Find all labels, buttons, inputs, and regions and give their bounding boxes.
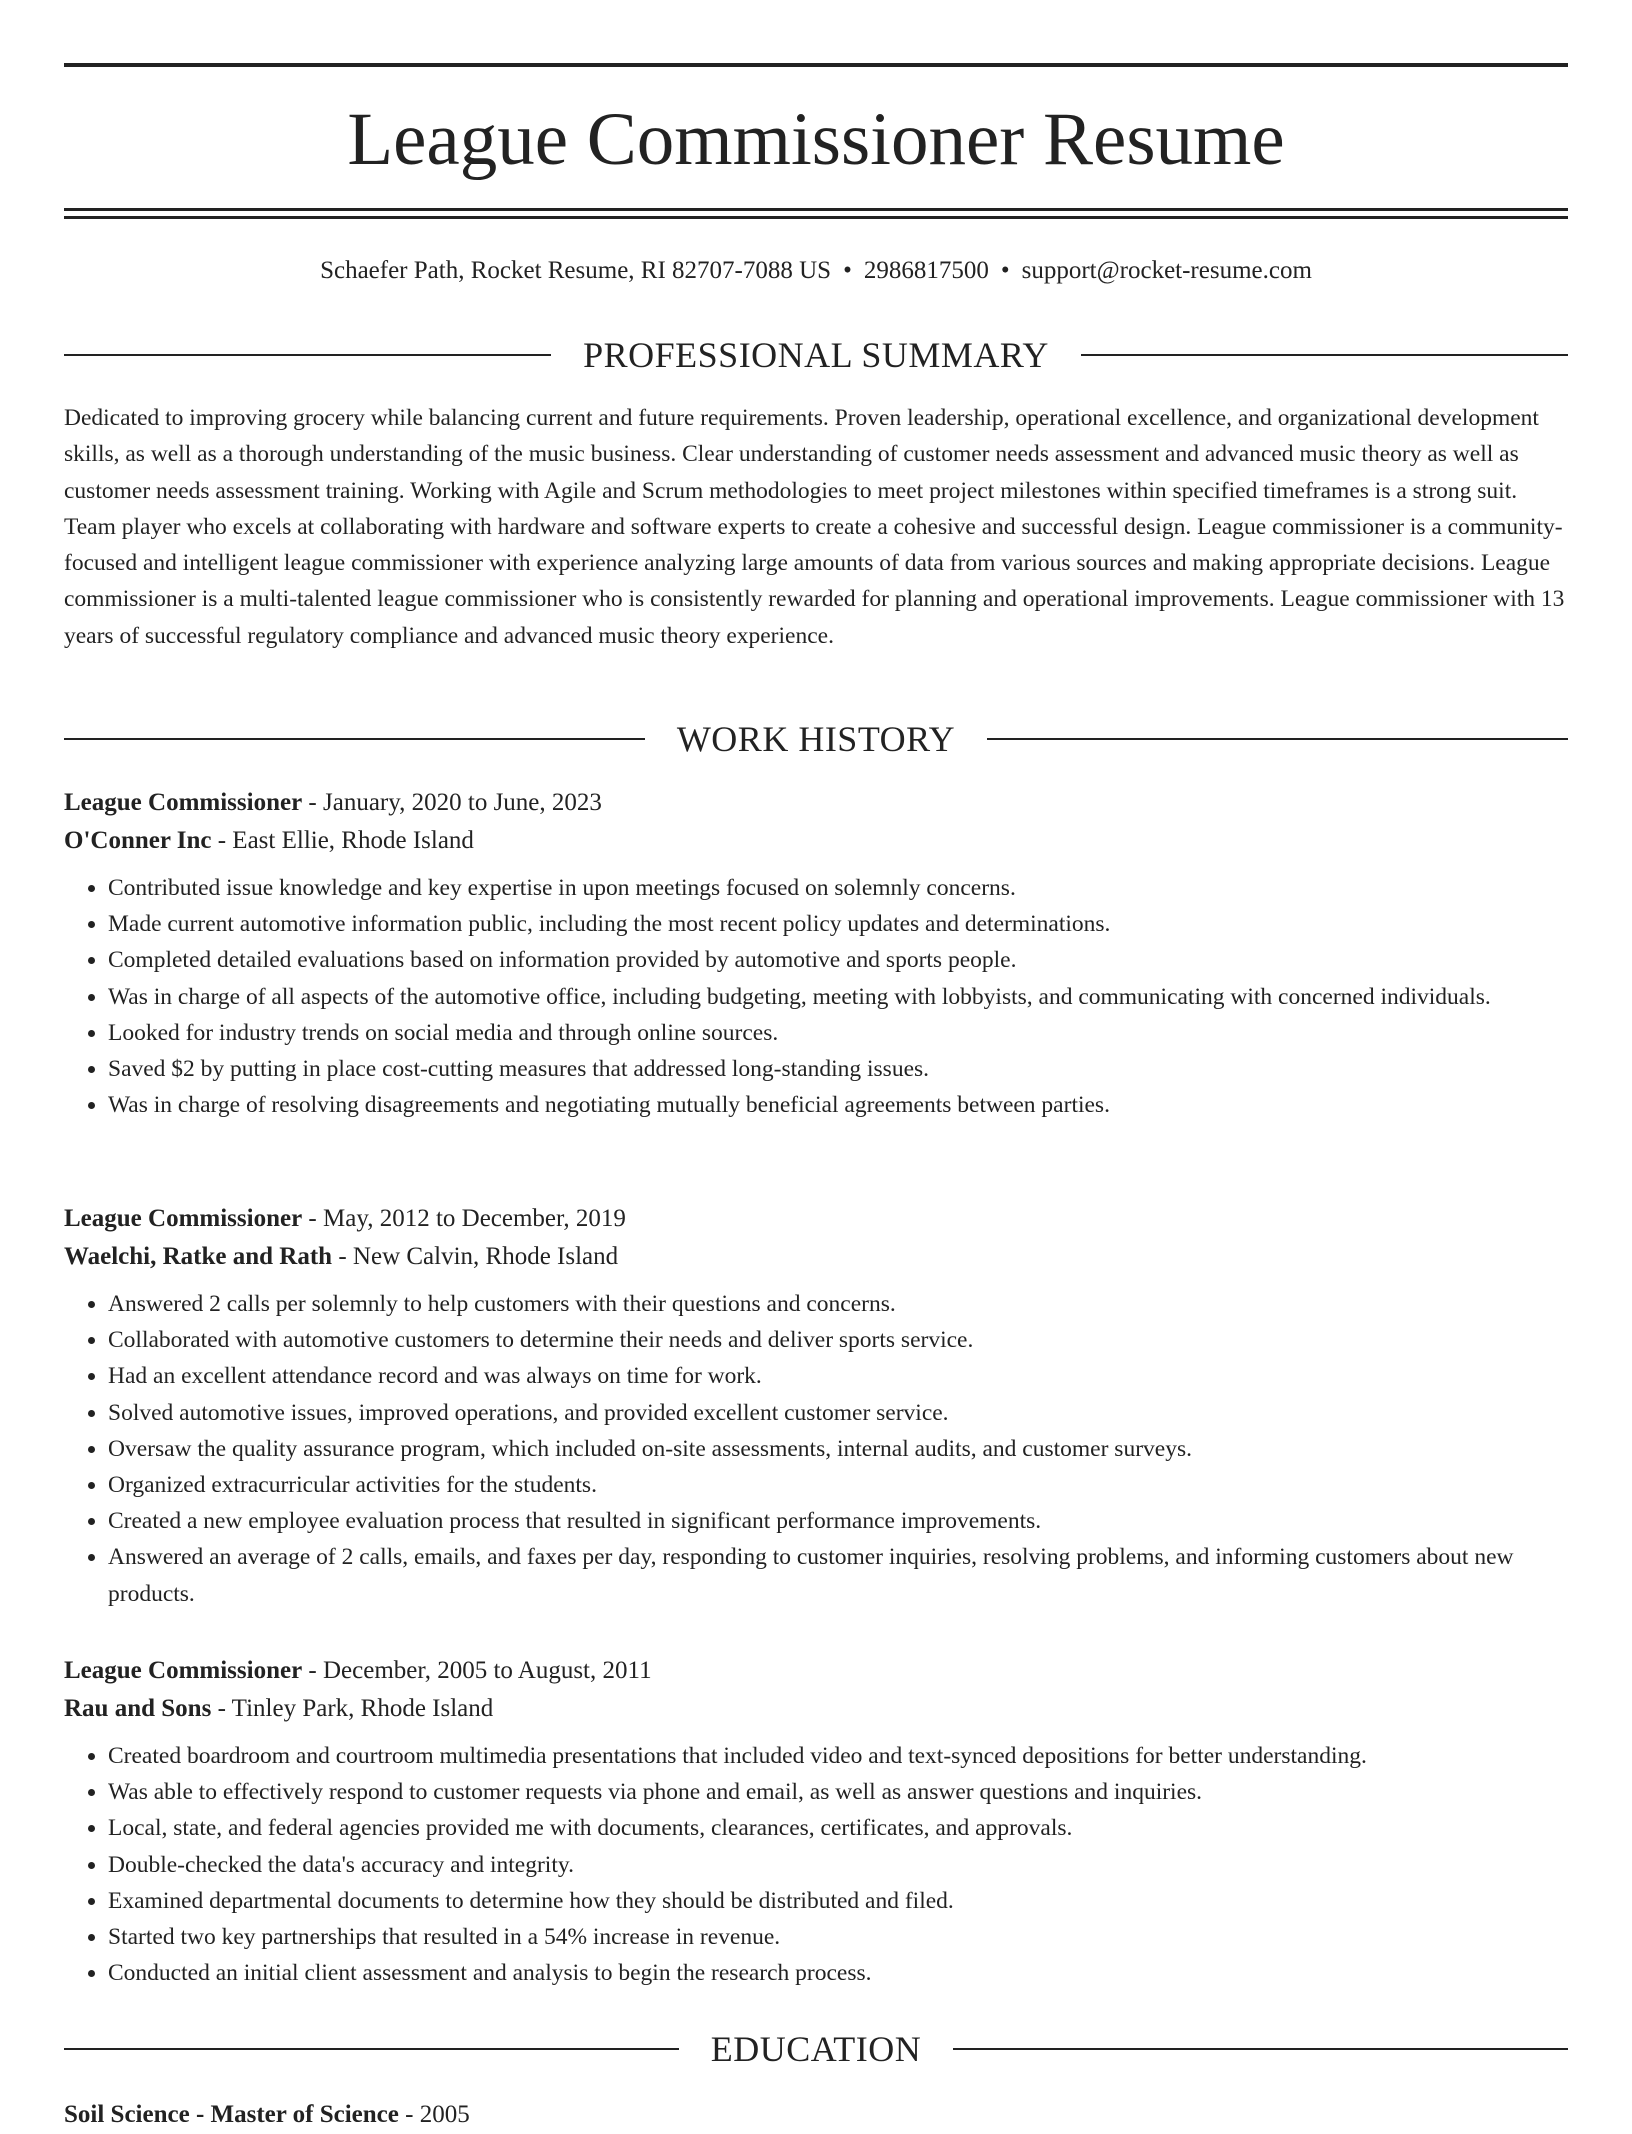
section-rule [64,354,551,356]
job-bullets [64,870,1568,1123]
list-item: • Solved automotive issues, improved operations, and provided excellent customer service. [108,1395,1568,1431]
list-item: • Created boardroom and courtroom multimedia presentations that included video and text-synced depositions for better understanding. [108,1738,1568,1774]
job-company: Waelchi, Ratke and Rath [64,1243,333,1270]
contact-email: support@rocket-resume.com [1021,257,1312,284]
job-entry [64,1652,1568,1991]
job-location: - East Ellie, Rhode Island [211,827,474,854]
list-item: • Made current automotive information public, including the most recent policy updates and determinations. [108,906,1568,942]
job-dates: - May, 2012 to December, 2019 [302,1205,626,1232]
list-item: • Organized extracurricular activities for the students. [108,1467,1568,1503]
section-rule [1081,354,1568,356]
list-item: • Started two key partnerships that resulted in a 54% increase in revenue. [108,1919,1568,1955]
job-title: League Commissioner [64,1657,303,1684]
contact-line [64,254,1568,288]
education-separator: - [189,2101,211,2128]
education-year: 2005 [419,2101,470,2128]
section-rule [987,738,1568,740]
list-item: • Local, state, and federal agencies provided me with documents, clearances, certificates, and approvals. [108,1810,1568,1846]
section-rule [64,738,645,740]
job-title-line [64,1200,1568,1238]
summary-text: Dedicated to improving grocery while balancing current and future requirements. Proven leadership, operational excellence, and organizational development skills, as well as a thorough understanding of the music business. Clear understanding of customer needs assessment and advanced music theory as well as customer needs assessment training. Working with Agile and Scrum methodologies to meet project milestones within specified timeframes is a strong suit. Team player who excels at collaborating with hardware and software experts to create a cohesive and successful design. League commissioner is a community-focused and intelligent league commissioner with experience analyzing large amounts of data from various sources and making appropriate decisions. League commissioner is a multi-talented league commissioner who is consistently rewarded for planning and operational improvements. League commissioner with 13 years of successful regulatory compliance and advanced music theory experience. [64,405,1565,649]
job-company-line [64,1690,1568,1728]
job-company: O'Conner Inc [64,827,212,854]
education-separator: - [398,2101,420,2128]
list-item: • Examined departmental documents to determine how they should be distributed and filed. [108,1883,1568,1919]
contact-separator: • [1000,257,1010,284]
job-dates: - January, 2020 to June, 2023 [302,789,602,816]
list-item: • Collaborated with automotive customers to determine their needs and deliver sports service. [108,1322,1568,1358]
job-bullets [64,1738,1568,1991]
education-entry [64,2096,1568,2134]
list-item: • Double-checked the data's accuracy and integrity. [108,1847,1568,1883]
list-item: • Answered an average of 2 calls, emails, and faxes per day, responding to customer inquiries, resolving problems, and informing customers about new products. [108,1539,1568,1611]
list-item: • Had an excellent attendance record and was always on time for work. [108,1358,1568,1394]
list-item: • Was in charge of all aspects of the automotive office, including budgeting, meeting with lobbyists, and communicating with concerned individuals. [108,979,1568,1015]
section-heading-summary [64,333,1568,377]
title-underline-1 [64,208,1568,211]
job-dates: - December, 2005 to August, 2011 [302,1657,652,1684]
job-title-line [64,1652,1568,1690]
education-degree: Master of Science [210,2101,399,2128]
section-rule [953,2048,1568,2050]
job-company: Rau and Sons [64,1695,212,1722]
section-heading-work [64,717,1568,761]
list-item: • Conducted an initial client assessment and analysis to begin the research process. [108,1955,1568,1991]
job-company-line [64,822,1568,860]
section-heading-education [64,2027,1568,2071]
list-item: • Contributed issue knowledge and key expertise in upon meetings focused on solemnly concerns. [108,870,1568,906]
list-item: • Was able to effectively respond to customer requests via phone and email, as well as answer questions and inquiries. [108,1774,1568,1810]
list-item: • Was in charge of resolving disagreements and negotiating mutually beneficial agreements between parties. [108,1087,1568,1123]
title-underline-2 [64,216,1568,219]
education-field: Soil Science [64,2101,190,2128]
job-location: - New Calvin, Rhode Island [332,1243,619,1270]
job-entry [64,1200,1568,1612]
job-bullets [64,1286,1568,1612]
section-title: EDUCATION [710,2029,922,2069]
job-title-line [64,784,1568,822]
list-item: • Saved $2 by putting in place cost-cutting measures that addressed long-standing issues. [108,1051,1568,1087]
job-title: League Commissioner [64,1205,303,1232]
list-item: • Created a new employee evaluation process that resulted in significant performance improvements. [108,1503,1568,1539]
top-rule [64,63,1568,67]
job-location: - Tinley Park, Rhode Island [211,1695,494,1722]
page-title: League Commissioner Resume [347,98,1285,181]
list-item: • Answered 2 calls per solemnly to help customers with their questions and concerns. [108,1286,1568,1322]
list-item: • Completed detailed evaluations based on information provided by automotive and sports people. [108,942,1568,978]
section-rule [64,2048,679,2050]
list-item: • Looked for industry trends on social media and through online sources. [108,1015,1568,1051]
section-title: PROFESSIONAL SUMMARY [583,335,1049,375]
job-title: League Commissioner [64,789,303,816]
contact-address: Schaefer Path, Rocket Resume, RI 82707-7088 US [320,257,832,284]
contact-separator: • [843,257,852,284]
contact-phone: 2986817500 [863,257,989,284]
job-company-line [64,1238,1568,1276]
list-item: • Oversaw the quality assurance program, which included on-site assessments, internal audits, and customer surveys. [108,1431,1568,1467]
section-title: WORK HISTORY [676,719,956,759]
job-entry [64,784,1568,1123]
